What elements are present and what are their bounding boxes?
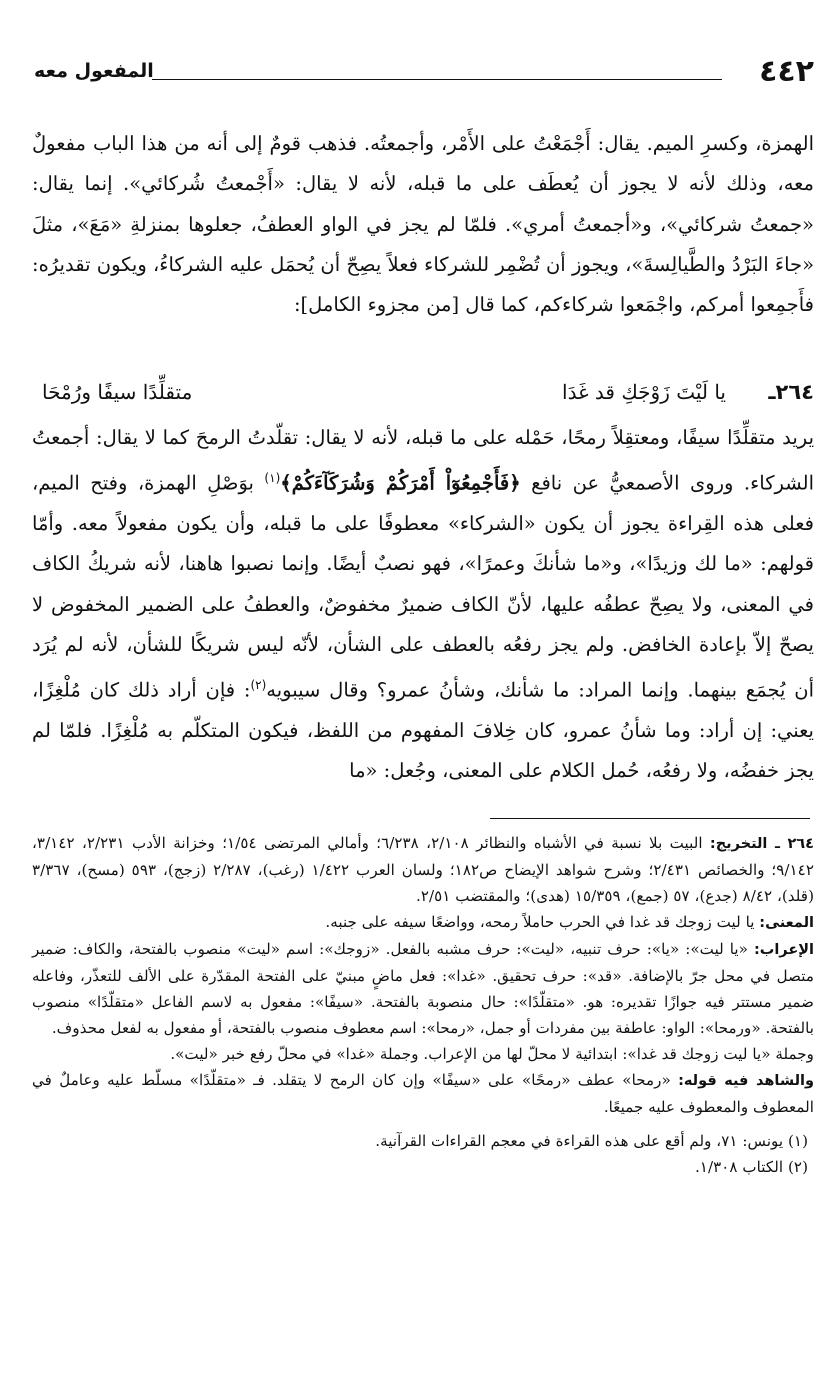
footnote-1 — [32, 1128, 814, 1154]
page-number: ٤٤٢ — [759, 54, 814, 89]
shahid-label: والشاهد فيه قوله: — [678, 1073, 814, 1089]
shahid-text: «رمحا» عطف «رمحًا» على «سيفًا» وإن كان الرمح لا يتقلد. فـ «متقلّدًا» مسلّط عليه وعاملٌ في المعطوف والمعطوف عليه جميعًا. — [32, 1071, 814, 1116]
notes-block — [32, 830, 814, 1180]
jumla-note: وجملة «يا ليت زوجك قد غدا»: ابتدائية لا محلّ لها من الإعراب. وجملة «غدا» في محلّ رفع خبر «ليت». — [170, 1045, 814, 1063]
paragraph-1: الهمزة، وكسرِ الميم. يقال: أَجْمَعْتُ على الأَمْر، وأجمعتُه. فذهب قومٌ إلى أنه من هذا الباب مفعولٌ معه، وذلك لأنه لا يجوز أن يُعطَف على ما قبله، لأنه لا يقال: «أَجْمعتُ شُركائي». إنما يقال: «جمعتُ شركائي»، و«أجمعتُ أمري». فلمّا لم يجز في الواو العطفُ، جعلوها بمنزلةِ «مَعَ»، مثلَ «جاءَ البَرْدُ والطَّيالِسةَ»، ويجوز أن تُضْمِر للشركاء فعلاً يصِحّ أن يُحمَل عليه الشركاءُ، ويكون تقديرُه: فأَجمِعوا أمركم، واجْمَعوا شركاءكم، كما قال [من مجزوء الكامل]: — [32, 132, 814, 317]
main-text-block-2 — [32, 418, 814, 792]
paragraph-2 — [32, 418, 814, 792]
footnote-1-number: (١) — [787, 1132, 808, 1150]
irab-note — [32, 936, 814, 1041]
takhrij-label: ٢٦٤ ـ التخريج: — [709, 836, 814, 852]
footnote-2-number: (٢) — [787, 1158, 808, 1176]
footnote-ref-1[interactable]: (١) — [264, 471, 281, 486]
paragraph-2-part-b: بوَصْلِ الهمزة، وفتح الميم، فعلى هذه القِراءة يجوز أن يكون «الشركاء» معطوفًا على ما قبله، وأن يكون مفعولاً معه. وأمّا قولهم: «ما لك وزيدًا»، و«ما شأنكَ وعمرًا»، فهو نصبٌ أيضًا. وإنما نصبوا هاهنا، لأنه شريكُ الكاف في المعنى، ولا يصِحّ عطفُه عليها، لأنّ الكاف ضميرٌ مخفوضٌ، والعطفُ على الضمير المخفوض لا يصحّ إلاّ بإعادة الخافض. ولم يجز رفعُه بالعطف على الشأن، لأنّه ليس شريكًا للشأن، لأنه لم يُرَد أن يُجمَع بينهما. وإنما المراد: ما شأنك، وشأنُ عمرو؟ وقال سيبويه — [32, 471, 814, 702]
maana-note — [32, 909, 814, 936]
footnote-2 — [32, 1154, 814, 1180]
takhrij-note — [32, 830, 814, 909]
paragraph-2-part-c: : فإن أراد ذلك كان مُلْغِزًا، يعني: إن أراد: وما شأنُ عمرو، كان خِلافَ المفهوم من اللفظ، فيكون المتكلّم به مُلْغِزًا. فلمّا لم يجز خفضُه، ولا رفعُه، حُمل الكلام على المعنى، وجُعل: «ما — [32, 678, 814, 783]
footnote-1-text: يونس: ٧١، ولم أقع على هذه القراءة في معجم القراءات القرآنية. — [375, 1132, 784, 1150]
verse-number: ٢٦٤ـ — [768, 380, 814, 404]
shahid-note — [32, 1067, 814, 1120]
section-title: المفعول معه — [34, 60, 154, 82]
maana-text: يا ليت زوجك قد غدا في الحرب حاملاً رمحه، وواضعًا سيفه على جنبه. — [325, 913, 755, 931]
header-rule — [152, 79, 722, 80]
footnote-2-text: الكتاب ١/٣٠٨. — [694, 1158, 784, 1176]
verse-first-hemistich: يا لَيْتَ زَوْجَكِ قد غَدَا — [562, 380, 726, 404]
paragraph-2-part-a: يريد متقلِّدًا سيفًا، ومعتقِلاً رمحًا، حَمْله على ما قبله، لأنه لا يقال: تقلّدتُ الرمحَ كما لا يقال: أجمعتُ الشركاء. وروى الأصمعيُّ عن نافع — [32, 426, 814, 495]
maana-label: المعنى: — [759, 915, 814, 931]
takhrij-text: البيت بلا نسبة في الأشباه والنظائر ٢/١٠٨، ٦/٢٣٨؛ وأمالي المرتضى ١/٥٤؛ وخزانة الأدب ٢/٢٣١، ٣/١٤٢، ٩/١٤٢؛ والخصائص ٢/٤٣١؛ وشرح شواهد الإيضاح ص١٨٢؛ ولسان العرب ١/٤٢٢ (رغب)، ٢/٢٨٧ (زجج)، ٥٩٣ (مسح)، ٣/٣٦٧ (قلد)، ٨/٤٢ (جدع)، ٥٧ (جمع)، ١٥/٣٥٩ (هدى)؛ والمقتضب ٢/٥١. — [32, 834, 814, 905]
main-text-block-1 — [32, 124, 814, 325]
page-header — [34, 52, 814, 92]
irab-label: الإعراب: — [753, 942, 814, 958]
footnote-separator — [490, 818, 810, 819]
footnote-ref-2[interactable]: (٢) — [250, 678, 267, 693]
quran-quote: ﴿فَأَجْمِعُوٓاْ أَمْرَكُمْ وَشُرَكَآءَكُمْ﴾ — [280, 471, 521, 495]
verse-second-hemistich: متقلِّدًا سيفًا ورُمْحَا — [42, 380, 193, 404]
poem-verse — [32, 372, 814, 412]
footnote-list — [32, 1128, 814, 1180]
irab-text: «يا ليت»: «يا»: حرف تنبيه، «ليت»: حرف مشبه بالفعل. «زوجك»: اسم «ليت» منصوب بالفتحة، والكاف: ضمير متصل في محل جرّ بالإضافة. «قد»: حرف تحقيق. «غدا»: فعل ماضٍ مبنيّ على الفتحة المقدّرة على الألف للتعذّر، وفاعله ضمير مستتر فيه جوازًا تقديره: هو. «متقلّدًا»: حال منصوبة بالفتحة. «سيفًا»: مفعول به لاسم الفاعل «متقلّدًا» منصوب بالفتحة. «ورمحا»: الواو: عاطفة بين مفردات أو جمل، «رمحا»: اسم معطوف منصوب بالفتحة، أو مفعول به لفعل محذوف. — [32, 940, 814, 1037]
